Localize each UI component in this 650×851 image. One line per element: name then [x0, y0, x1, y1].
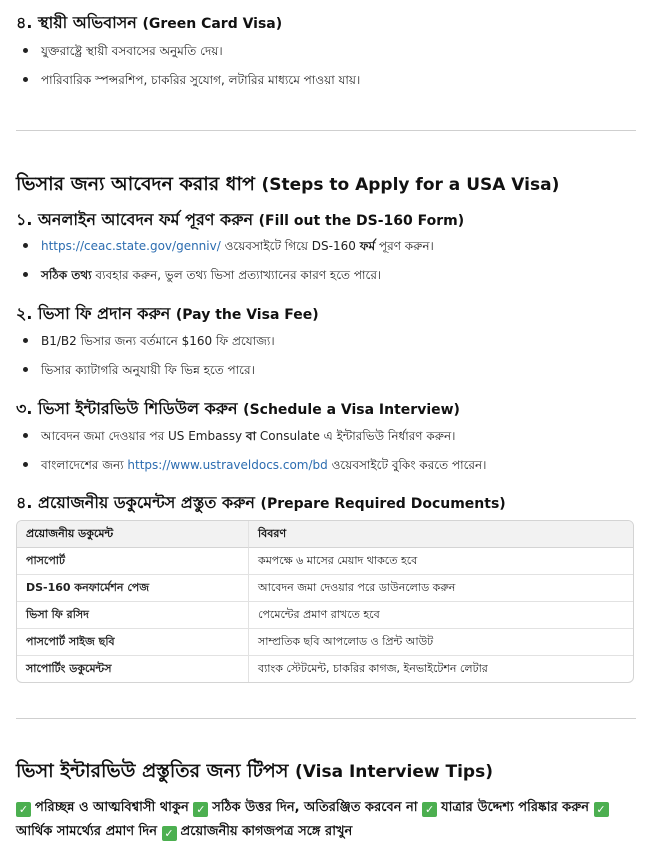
section-divider [16, 718, 636, 719]
bullet-icon [23, 433, 28, 438]
step-1-bullets [16, 238, 636, 283]
list-item: B1/B2 ভিসার জন্য বর্তমানে $160 ফি প্রযোজ্য। [16, 333, 636, 349]
check-icon: ✓ [594, 802, 609, 817]
ustraveldocs-link[interactable]: https://www.ustraveldocs.com/bd [127, 458, 328, 472]
document-name: পাসপোর্ট সাইজ ছবি [17, 629, 249, 656]
list-item: বাংলাদেশের জন্য https://www.ustraveldocs.com/bd ওয়েবসাইটে বুকিং করতে পারেন। [16, 457, 636, 473]
column-header: বিবরণ [249, 521, 633, 548]
green-card-bullets [16, 43, 636, 88]
tip-item: ✓ সঠিক উত্তর দিন, অতিরঞ্জিত করবেন না [193, 800, 417, 815]
table-row [17, 629, 633, 656]
table-row [17, 575, 633, 602]
documents-table [16, 520, 634, 683]
list-item: সঠিক তথ্য ব্যবহার করুন, ভুল তথ্য ভিসা প্রত্যাখ্যানের কারণ হতে পারে। [16, 267, 636, 283]
step-2-bullets [16, 333, 636, 378]
table-row [17, 548, 633, 575]
list-item: ভিসার ক্যাটাগরি অনুযায়ী ফি ভিন্ন হতে পারে। [16, 362, 636, 378]
bullet-icon [23, 77, 28, 82]
check-icon: ✓ [193, 802, 208, 817]
list-item: পারিবারিক স্পন্সরশিপ, চাকরির সুযোগ, লটারির মাধ্যমে পাওয়া যায়। [16, 72, 636, 88]
bullet-icon [23, 272, 28, 277]
document-description: আবেদন জমা দেওয়ার পরে ডাউনলোড করুন [249, 575, 633, 602]
bullet-icon [23, 367, 28, 372]
document-name: পাসপোর্ট [17, 548, 249, 575]
bullet-icon [23, 338, 28, 343]
step-1 [16, 209, 636, 296]
column-header: প্রয়োজনীয় ডকুমেন্ট [17, 521, 249, 548]
document-name: সাপোর্টিং ডকুমেন্টস [17, 656, 249, 682]
step-3 [16, 398, 636, 486]
steps-title: ভিসার জন্য আবেদন করার ধাপ (Steps to Apply for a USA Visa) [16, 173, 560, 195]
step-1-heading: ১. অনলাইন আবেদন ফর্ম পূরণ করুন (Fill out the DS-160 Form) [16, 210, 465, 229]
document-description: পেমেন্টের প্রমাণ রাখতে হবে [249, 602, 633, 629]
table-row [17, 602, 633, 629]
step-2-heading: ২. ভিসা ফি প্রদান করুন (Pay the Visa Fee) [16, 304, 319, 323]
list-item: https://ceac.state.gov/genniv/ ওয়েবসাইটে গিয়ে DS-160 ফর্ম পূরণ করুন। [16, 238, 636, 254]
document-description: সাম্প্রতিক ছবি আপলোড ও প্রিন্ট আউট [249, 629, 633, 656]
step-3-heading: ৩. ভিসা ইন্টারভিউ শিডিউল করুন (Schedule a Visa Interview) [16, 399, 460, 418]
green-card-heading: ৪. স্থায়ী অভিবাসন (Green Card Visa) [16, 13, 283, 32]
table-header-row [17, 521, 633, 548]
section-divider [16, 130, 636, 131]
step-3-bullets [16, 428, 636, 473]
check-icon: ✓ [16, 802, 31, 817]
step-4 [16, 492, 636, 683]
bullet-icon [23, 462, 28, 467]
tip-item: ✓ যাত্রার উদ্দেশ্য পরিষ্কার করুন [422, 800, 589, 815]
document-name: ভিসা ফি রসিদ [17, 602, 249, 629]
table-row [17, 656, 633, 682]
step-2 [16, 303, 636, 391]
document-name: DS-160 কনফার্মেশন পেজ [17, 575, 249, 602]
ceac-link[interactable]: https://ceac.state.gov/genniv/ [41, 239, 221, 253]
check-icon: ✓ [422, 802, 437, 817]
tip-item: ✓ প্রয়োজনীয় কাগজপত্র সঙ্গে রাখুন [162, 824, 353, 839]
tips-title: ভিসা ইন্টারভিউ প্রস্তুতির জন্য টিপস (Visa Interview Tips) [16, 760, 493, 782]
tip-item: ✓আর্থিক সামর্থ্যের প্রমাণ দিন [16, 800, 613, 839]
check-icon: ✓ [162, 826, 177, 841]
list-item: যুক্তরাষ্ট্রে স্থায়ী বসবাসের অনুমতি দেয়। [16, 43, 636, 59]
green-card-section [16, 12, 636, 101]
list-item: আবেদন জমা দেওয়ার পর US Embassy বা Consulate এ ইন্টারভিউ নির্ধারণ করুন। [16, 428, 636, 444]
bullet-icon [23, 243, 28, 248]
step-4-heading: ৪. প্রয়োজনীয় ডকুমেন্টস প্রস্তুত করুন (Prepare Required Documents) [16, 493, 506, 512]
tip-item: ✓ পরিচ্ছন্ন ও আত্মবিশ্বাসী থাকুন [16, 800, 189, 815]
document-description: ব্যাংক স্টেটমেন্ট, চাকরির কাগজ, ইনভাইটেশন লেটার [258, 661, 488, 675]
tips-list [16, 796, 636, 844]
document-description: কমপক্ষে ৬ মাসের মেয়াদ থাকতে হবে [249, 548, 633, 575]
bullet-icon [23, 48, 28, 53]
